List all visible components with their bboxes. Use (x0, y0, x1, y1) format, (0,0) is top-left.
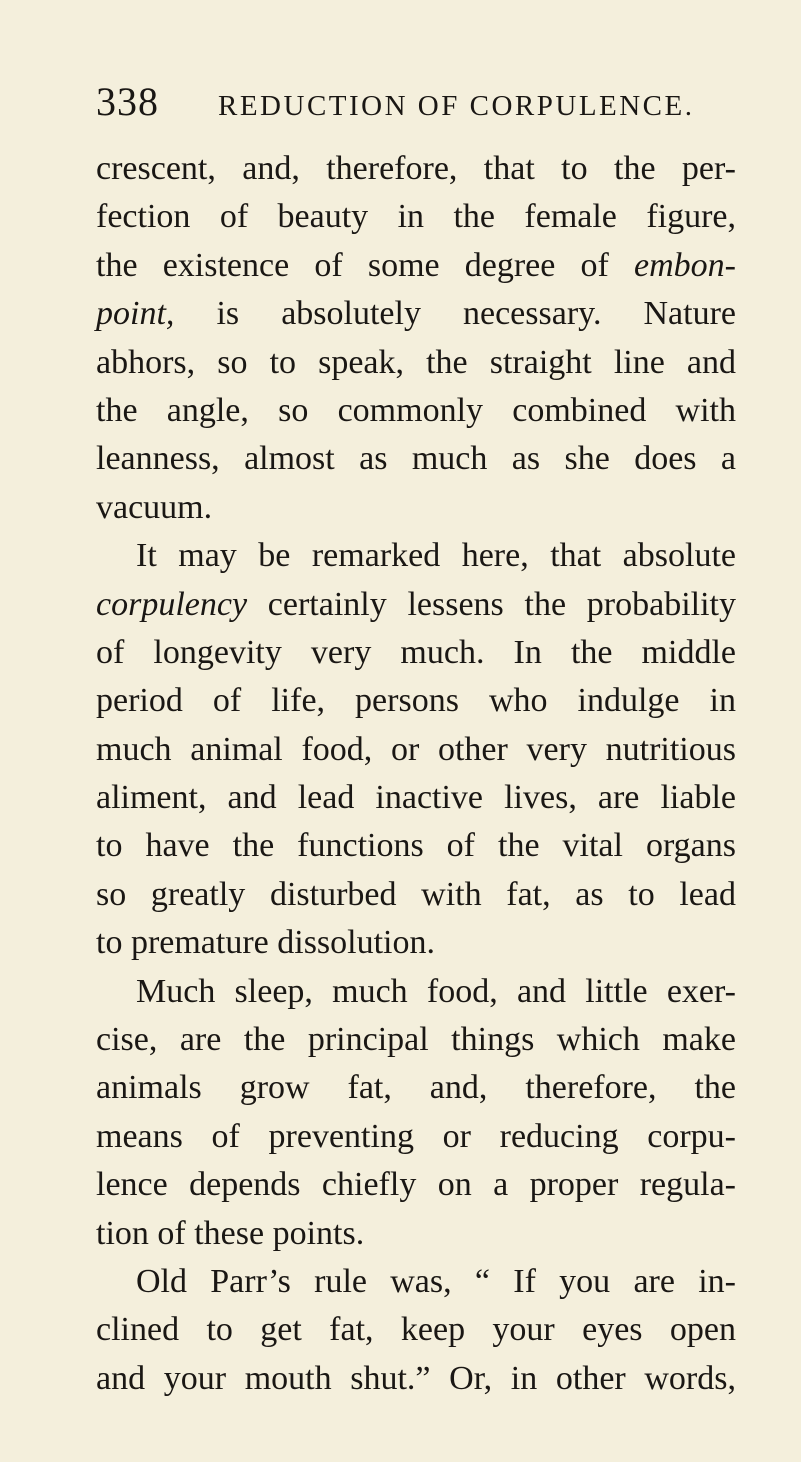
text-line: means of preventing or reducing corpu- (96, 1117, 736, 1155)
text-line: clined to get fat, keep your eyes open (96, 1311, 736, 1349)
text-line: the existence of some degree of embon- (96, 246, 736, 284)
text-line: to have the functions of the vital organs (96, 827, 736, 865)
text-line-paragraph-start: Old Parr’s rule was, “ If you are in- (136, 1262, 736, 1300)
text-line: aliment, and lead inactive lives, are liable (96, 779, 736, 817)
body-text (96, 145, 736, 1403)
text-line: point, is absolutely necessary. Nature (96, 295, 736, 333)
text-line-paragraph-start: Much sleep, much food, and little exer- (136, 972, 736, 1010)
text-line: abhors, so to speak, the straight line and (96, 343, 736, 381)
italic-term-embonpoint-cont: point, (96, 295, 175, 333)
text-line: the angle, so commonly combined with (96, 391, 736, 429)
running-title: REDUCTION OF CORPULENCE. (218, 90, 695, 122)
text-line: cise, are the principal things which make (96, 1021, 736, 1059)
text-line: crescent, and, therefore, that to the per- (96, 150, 736, 187)
text-line: to premature dissolution. (96, 924, 436, 962)
text-line: so greatly disturbed with fat, as to lead (96, 875, 736, 913)
italic-term-corpulency: corpulency (96, 585, 248, 623)
text-line: lence depends chiefly on a proper regula- (96, 1166, 736, 1204)
text-line: of longevity very much. In the middle (96, 633, 736, 671)
italic-term-embonpoint: embon- (634, 246, 736, 284)
text-line: vacuum. (96, 488, 213, 526)
text-line: period of life, persons who indulge in (96, 682, 736, 720)
text-line: leanness, almost as much as she does a (96, 440, 736, 478)
text-line: fection of beauty in the female figure, (96, 198, 736, 236)
text-line: animals grow fat, and, therefore, the (96, 1069, 736, 1107)
page-number: 338 (96, 79, 159, 124)
text-line: tion of these points. (96, 1214, 365, 1252)
text-line: corpulency certainly lessens the probability (96, 585, 736, 623)
text-line-paragraph-start: It may be remarked here, that absolute (136, 537, 736, 575)
text-line: much animal food, or other very nutritious (96, 730, 736, 768)
page-header (96, 78, 716, 134)
text-line: and your mouth shut.” Or, in other words, (96, 1359, 736, 1397)
